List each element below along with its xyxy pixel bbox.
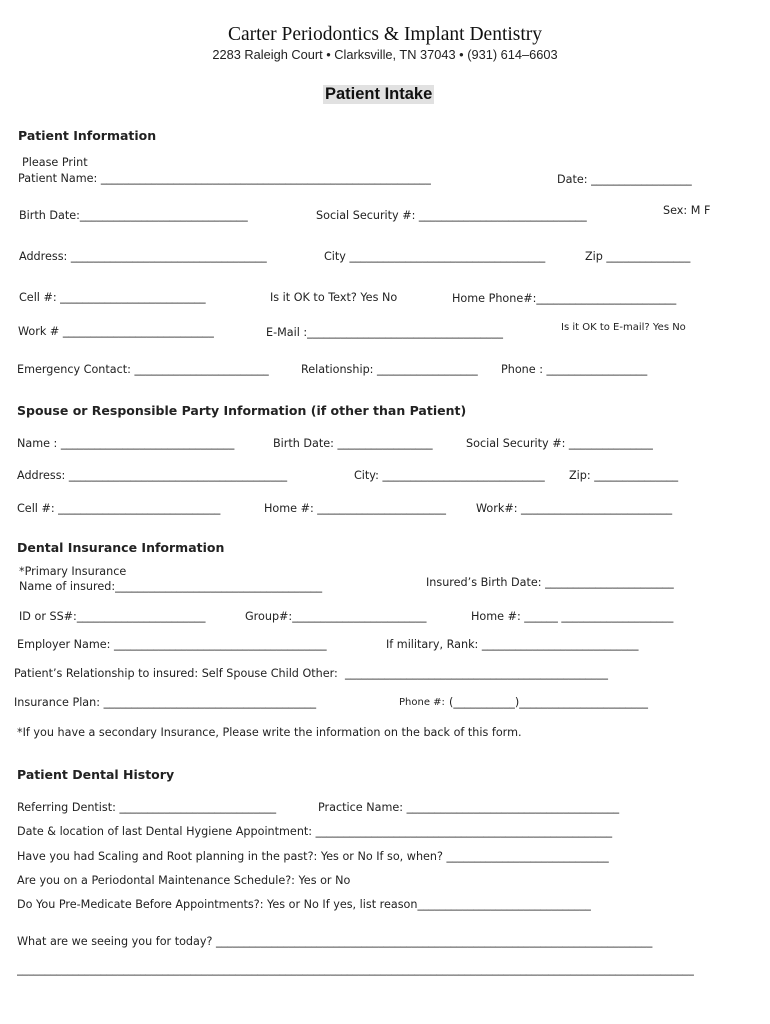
spouse-city-field[interactable]: City: _____________________________ [354,469,545,482]
emergency-phone-field[interactable]: Phone : __________________ [501,363,648,376]
insurance-phone-label: Phone #: [399,697,445,708]
visit-reason-line[interactable]: _________________________________________________________________________________________________________________________ [17,963,694,976]
please-print-note: Please Print [22,156,88,169]
birth-date-field[interactable]: Birth Date:______________________________ [19,209,248,222]
cell-field[interactable]: Cell #: __________________________ [19,291,206,304]
spouse-ssn-field[interactable]: Social Security #: _______________ [466,437,653,450]
spouse-cell-field[interactable]: Cell #: _____________________________ [17,502,221,515]
date-field[interactable]: Date: __________________ [557,173,692,186]
patient-info-heading: Patient Information [18,128,157,143]
work-field[interactable]: Work # ___________________________ [18,325,214,338]
practice-name-field[interactable]: Practice Name: ______________________________________ [318,801,620,814]
email-field[interactable]: E-Mail :___________________________________ [266,326,503,339]
visit-reason-field[interactable]: What are we seeing you for today? ______________________________________________________________________________ [17,935,653,948]
insurance-phone-field[interactable]: (___________)_______________________ [449,696,648,709]
military-rank-field[interactable]: If military, Rank: ____________________________ [386,638,639,651]
insurance-plan-field[interactable]: Insurance Plan: ______________________________________ [14,696,317,709]
employer-field[interactable]: Employer Name: ______________________________________ [17,638,327,651]
insurance-home-field[interactable]: Home #: ______ ____________________ [471,610,674,623]
spouse-zip-field[interactable]: Zip: _______________ [569,469,679,482]
zip-field[interactable]: Zip _______________ [585,250,691,263]
secondary-insurance-note: *If you have a secondary Insurance, Please write the information on the back of this form. [17,726,522,739]
spouse-name-field[interactable]: Name : _______________________________ [17,437,235,450]
insured-name-field[interactable]: Name of insured:_____________________________________ [19,580,323,593]
patient-name-field[interactable]: Patient Name: ___________________________________________________________ [18,172,431,185]
insurance-heading: Dental Insurance Information [17,540,225,555]
group-field[interactable]: Group#:________________________ [245,610,427,623]
text-ok-field[interactable]: Is it OK to Text? Yes No [270,291,398,304]
premedicate-field[interactable]: Do You Pre-Medicate Before Appointments?: Yes or No If yes, list reason_______________________________ [17,898,591,911]
address-field[interactable]: Address: ___________________________________ [19,250,267,263]
insured-birth-date-field[interactable]: Insured’s Birth Date: _______________________ [426,576,674,589]
city-field[interactable]: City ___________________________________ [324,250,546,263]
primary-insurance-label: *Primary Insurance [19,565,127,578]
email-ok-field[interactable]: Is it OK to E-mail? Yes No [561,322,686,333]
ssn-field[interactable]: Social Security #: ______________________________ [316,209,587,222]
emergency-contact-field[interactable]: Emergency Contact: ________________________ [17,363,269,376]
spouse-heading: Spouse or Responsible Party Information (if other than Patient) [17,403,467,418]
home-phone-field[interactable]: Home Phone#:_________________________ [452,292,677,305]
relationship-to-insured-label: Patient’s Relationship to insured: Self Spouse Child Other: [14,667,338,680]
dental-history-heading: Patient Dental History [17,767,175,782]
spouse-birth-date-field[interactable]: Birth Date: _________________ [273,437,433,450]
relationship-other-field[interactable]: _______________________________________________ [345,667,608,680]
scaling-field[interactable]: Have you had Scaling and Root planning in the past?: Yes or No If so, when? _____________________________ [17,850,609,863]
practice-title: Carter Periodontics & Implant Dentistry [227,24,543,45]
spouse-home-field[interactable]: Home #: _______________________ [264,502,446,515]
id-ssn-field[interactable]: ID or SS#:_______________________ [19,610,206,623]
spouse-address-field[interactable]: Address: _______________________________________ [17,469,288,482]
spouse-work-field[interactable]: Work#: ___________________________ [476,502,673,515]
last-hygiene-field[interactable]: Date & location of last Dental Hygiene Appointment: _____________________________________________________ [17,825,613,838]
relationship-field[interactable]: Relationship: __________________ [301,363,478,376]
practice-address: 2283 Raleigh Court • Clarksville, TN 37043 • (931) 614–6603 [212,47,558,62]
perio-maintenance-field[interactable]: Are you on a Periodontal Maintenance Schedule?: Yes or No [17,874,351,887]
form-title: Patient Intake [325,85,433,103]
sex-field[interactable]: Sex: M F [663,204,711,217]
referring-dentist-field[interactable]: Referring Dentist: ____________________________ [17,801,277,814]
